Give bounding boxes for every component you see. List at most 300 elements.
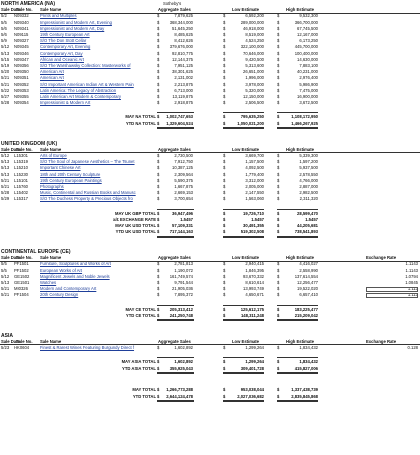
cell-aggregate: 1,602,892 [174,345,193,351]
cell-currency: $ [223,75,226,81]
cell-currency: $ [157,69,160,75]
total-low: 30,491,355 [243,222,264,228]
total-row[interactable] [0,366,420,372]
cell-high: 100,400,000 [294,50,318,56]
cell-sale-name-link[interactable]: Impressionist and Modern Art, Evening [40,19,112,25]
grand-total-high: 2,835,845,868 [291,393,318,399]
cell-sale-name-link[interactable]: Important Chinese Art [40,165,81,171]
cell-high: 67,745,500 [297,25,318,31]
cell-currency: $ [157,87,160,93]
cell-currency: $ [223,190,226,196]
cell-high: 7,883,100 [299,63,318,68]
cell-aggregate: 2,131,002 [174,75,193,81]
cell-currency: $ [157,19,160,25]
total-label: YTD UK USD TOTAL [115,229,156,235]
cell-high: 1,597,200 [299,159,318,165]
cell-low: 2,005,000 [245,183,264,189]
total-label: MAY UK GBP TOTAL [115,210,156,216]
selected-cell[interactable] [366,293,418,299]
cell-sale-date: 5/28 [1,100,10,106]
cell-sale-date: 5/2 [1,13,7,19]
total-aggregate: 355,925,043 [169,365,193,371]
col-high: High Estimate [286,146,314,152]
cell-high: 445,700,000 [294,44,318,50]
cell-sale-no: N09356 [14,63,29,68]
total-high: 738,541,893 [294,229,318,235]
col-aggregate: Aggregate Sales [158,146,191,152]
cell-currency: $ [223,183,226,189]
cell-sale-no: N09350 [14,69,29,75]
cell-sale-name-link[interactable]: S/O Important American Indian Art & Western Pain [40,81,134,87]
cell-sale-no: N09345 [14,44,29,50]
total-rule [223,128,264,129]
col-low: Low Estimate [232,7,259,13]
cell-currency: $ [277,267,280,273]
region-title: NORTH AMERICA (NA) [1,1,56,7]
cell-currency: $ [277,25,280,31]
cell-currency: $ [223,87,226,93]
cell-sale-name-link[interactable]: Impressionist & Modern Art [40,100,91,106]
cell-low: 1,157,500 [245,159,264,165]
grand-total-row[interactable] [0,394,420,400]
cell-rate: 1.1143 [405,267,418,273]
cell-high: 2,887,000 [299,183,318,189]
cell-currency: $ [277,159,280,165]
cell-sale-name-link[interactable]: 18th and 20th Century Sculpture [40,171,101,177]
cell-low: 12,150,000 [243,94,264,99]
grand-total-aggregate: 1,266,773,288 [166,387,193,393]
total-aggregate: 1,002,747,653 [166,114,193,120]
cell-rate: 1.113 [407,286,418,292]
col-aggregate: Aggregate Sales [158,255,191,261]
total-label: YTD CE TOTAL [125,312,156,318]
cell-currency: $ [277,216,280,222]
cell-currency: $ [223,69,226,75]
total-rule [223,237,264,238]
cell-rate: 0.128 [407,345,418,351]
table-row[interactable] [0,345,420,351]
cell-currency: $ [157,292,160,298]
col-sale-no: Sale No. [16,146,33,152]
cell-currency: $ [277,87,280,93]
cell-aggregate: 2,781,813 [174,261,193,267]
cell-sale-date: 5/21 [1,292,10,298]
cell-sale-date: 5/12 [1,152,10,158]
cell-sale-no: HK0604 [14,345,30,351]
sum-rule [277,305,318,306]
cell-currency: $ [223,152,226,158]
cell-aggregate: 13,119,875 [172,94,193,99]
cell-currency: $ [223,280,226,285]
cell-low: 70,646,000 [243,50,264,56]
cell-currency: $ [157,120,160,126]
cell-high: 9,532,300 [299,13,318,19]
total-row[interactable] [0,313,420,319]
cell-sale-date: 5/9 [1,38,7,44]
cell-currency: $ [277,393,280,399]
cell-currency: $ [157,222,160,228]
cell-currency: $ [223,94,226,99]
cell-low: 13,993,749 [243,286,264,292]
total-low: 1,050,021,200 [237,120,264,126]
cell-sale-name-link[interactable]: S/O The Soul of Japanese Aesthetics – The Tsunet [40,159,135,165]
cell-sale-name-link[interactable]: European Works of Art [40,267,83,273]
cell-sale-no: N09351 [14,75,29,81]
cell-currency: $ [277,210,280,216]
col-sale-date: Sale Date [1,146,20,152]
cell-currency: $ [223,365,226,371]
total-high: 1.5457 [305,216,318,222]
cell-low: 1,299,264 [245,345,264,351]
cell-currency: $ [157,365,160,371]
cell-sale-no: L15402 [14,190,28,196]
cell-sale-name-link[interactable]: Photographs [40,183,64,189]
cell-sale-no: N09115 [14,32,29,37]
grand-total-low: 953,038,044 [240,387,264,393]
total-low: 309,401,728 [240,365,264,371]
col-sale-no: Sale No. [16,255,33,261]
cell-aggregate: 92,810,775 [172,50,193,56]
cell-aggregate: 8,412,626 [174,38,193,44]
cell-sale-name-link[interactable]: S/O The Duchess Property & Precious Objects fro [40,196,133,202]
cell-sale-no: L15319 [14,159,28,165]
cell-sale-name-link[interactable]: Prints and Multiples [40,13,77,19]
cell-currency: $ [157,114,160,120]
cell-low: 8,610,614 [245,280,264,285]
cell-sale-name-link[interactable]: 19th Century European Paintings [40,177,102,183]
total-rule [277,320,318,321]
grand-total-aggregate: 2,644,124,478 [166,393,193,399]
cell-sale-no: PF1502 [14,267,29,273]
cell-high: 1,834,432 [299,345,318,351]
cell-currency: $ [277,196,280,202]
cell-low: 26,651,000 [243,69,264,75]
grand-total-rule [277,401,318,402]
sum-rule [157,112,194,113]
cell-aggregate: 368,344,000 [169,19,193,25]
total-low: 795,635,250 [240,114,264,120]
cell-currency: $ [157,165,160,171]
total-high: 1,834,432 [299,359,318,365]
cell-currency: $ [223,286,226,292]
cell-sale-name-link[interactable]: Watches [40,280,57,285]
total-aggregate: 36,947,496 [172,210,193,216]
table-row[interactable] [0,292,420,298]
table-row[interactable] [0,196,420,202]
grand-total-high: 1,337,438,739 [291,387,318,393]
cell-currency: $ [157,50,160,56]
cell-high: 2,311,320 [299,196,318,202]
cell-currency: $ [157,100,160,106]
cell-currency: $ [157,359,160,365]
cell-sale-date: 5/22 [1,87,10,93]
cell-sale-name-link[interactable]: African and Oceanic Art [40,56,84,62]
cell-sale-no: GE1501 [14,280,30,285]
total-rule [277,128,318,129]
cell-sale-name-link[interactable]: American Art [40,69,64,75]
total-aggregate: 1,602,892 [174,359,193,365]
cell-sale-name-link[interactable]: Modern and Contemporary Art [40,286,97,292]
cell-currency: $ [277,120,280,126]
cell-currency: $ [157,159,160,165]
cell-currency: $ [277,286,280,292]
cell-currency: $ [223,267,226,273]
total-high: 183,225,477 [294,306,318,312]
cell-currency: $ [157,196,160,202]
cell-low: 6,592,200 [245,13,264,19]
cell-currency: $ [223,100,226,106]
cell-currency: $ [157,387,160,393]
total-low: 148,311,248 [240,312,264,318]
cell-currency: $ [157,286,160,292]
cell-aggregate: 3,700,654 [174,196,193,202]
cell-high: 2,976,400 [299,75,318,81]
cell-currency: $ [277,171,280,177]
col-high: High Estimate [286,255,314,261]
cell-sale-no: N09332 [14,13,29,19]
cell-currency: $ [157,13,160,19]
cell-aggregate: 38,301,625 [172,69,193,75]
total-row[interactable] [0,121,420,127]
cell-currency: $ [277,183,280,189]
cell-currency: $ [223,306,226,312]
cell-low: 1,779,400 [245,171,264,177]
col-sale-name: Sale Name [40,338,62,344]
cell-low: 3,669,700 [245,152,264,158]
cell-currency: $ [223,359,226,365]
cell-currency: $ [223,345,226,351]
total-aggregate: 57,109,331 [172,222,193,228]
cell-currency: $ [157,190,160,196]
cell-low: 322,100,000 [240,44,264,50]
total-low: 1,299,264 [245,359,264,365]
cell-sale-date: 5/21 [1,81,10,87]
cell-sale-no: L15101 [14,177,28,183]
cell-currency: $ [277,359,280,365]
cell-sale-name-link[interactable]: 20th Century Design [40,292,79,298]
cell-sale-name-link[interactable]: Contemporary Art, Day [40,50,83,56]
cell-sale-date: 5/19 [1,63,10,68]
cell-sale-name-link[interactable]: Contemporary Art, Evening [40,44,91,50]
total-rule [157,237,194,238]
sum-rule [157,357,194,358]
total-high: 1,108,172,950 [291,114,318,120]
cell-high: 5,937,500 [299,165,318,171]
total-rule [157,373,194,374]
cell-aggregate: 379,676,000 [169,44,193,50]
cell-high: 12,256,477 [297,280,318,285]
cell-currency: $ [277,56,280,62]
total-low: 125,612,175 [240,306,264,312]
total-low: 519,302,508 [240,229,264,235]
cell-currency: $ [223,25,226,31]
cell-sale-no: N09352 [14,81,29,87]
total-aggregate: 717,144,163 [169,229,193,235]
sum-rule [277,357,318,358]
cell-currency: $ [157,75,160,81]
cell-currency: $ [223,120,226,126]
cell-sale-no: N09346 [14,50,29,56]
col-sale-date: Sale Date [1,7,20,13]
cell-sale-date: 5/13 [1,280,10,285]
cell-aggregate: 5,590,375 [174,177,193,183]
cell-aggregate: 21,905,036 [172,286,193,292]
cell-sale-no: N09341 [14,25,29,31]
region-title: UNITED KINGDOM (UK) [1,140,58,147]
col-sale-no: Sale No. [16,7,33,13]
sum-rule [277,209,318,210]
cell-sale-date: 5/15 [1,56,10,62]
sum-rule [157,209,194,210]
cell-aggregate: 161,749,574 [169,273,193,279]
col-aggregate: Aggregate Sales [158,338,191,344]
cell-low: 1,563,060 [245,196,264,202]
grand-total-low: 2,027,036,682 [237,393,264,399]
cell-currency: $ [157,44,160,50]
cell-currency: $ [277,165,280,171]
cell-currency: $ [223,196,226,202]
cell-currency: $ [223,177,226,183]
cell-currency: $ [277,44,280,50]
col-sale-name: Sale Name [40,146,62,152]
col-sale-no: Sale No. [16,338,33,344]
col-low: Low Estimate [232,338,259,344]
cell-aggregate: 1,190,072 [174,267,193,273]
cell-sale-no: L15210 [14,165,28,171]
cell-sale-date: 5/29 [1,196,10,202]
cell-sale-no: N09347 [14,56,29,62]
cell-sale-name-link[interactable]: S/O The Warshawsky Collection: Masterworks of [40,63,131,68]
col-sale-name: Sale Name [40,7,62,13]
cell-currency: $ [157,81,160,87]
cell-sale-date: 5/12 [1,273,10,279]
cell-currency: $ [223,50,226,56]
cell-currency: $ [277,306,280,312]
cell-sale-name-link[interactable]: Latin America: The Legacy of Abstraction [40,87,117,93]
cell-currency: $ [157,306,160,312]
sum-rule [223,305,264,306]
cell-sale-date: 5/13 [1,50,10,56]
cell-low: 1,996,000 [245,75,264,81]
col-sale-date: Sale Date [1,338,20,344]
total-low: 1.5457 [251,216,264,222]
col-rate: Exchange Rate [366,338,397,344]
cell-sale-name-link[interactable]: Impressionist and Modern Art, Day [40,25,105,31]
cell-aggregate: 12,144,375 [172,56,193,62]
selected-cell[interactable] [366,287,418,293]
cell-low: 9,420,500 [245,56,264,62]
cell-sale-date: 5/13 [1,159,10,165]
cell-low: 2,940,415 [245,261,264,267]
cell-sale-no: L15301 [14,152,28,158]
cell-sale-name-link[interactable]: Arts of Europe [40,152,67,158]
cell-sale-no: L15230 [14,171,28,177]
cell-sale-name-link[interactable]: 19th Century European Art [40,32,90,37]
total-high: 415,827,006 [294,365,318,371]
cell-high: 2,558,990 [299,267,318,273]
cell-sale-no: N09340 [14,19,29,25]
cell-sale-name-link[interactable]: Magnificent Jewels and Noble Jewels [40,273,110,279]
cell-sale-name-link[interactable]: American Art [40,75,64,81]
cell-sale-no: N09354 [14,100,29,106]
cell-currency: $ [223,292,226,298]
total-label: YTD NA TOTAL [125,120,156,126]
cell-aggregate: 7,951,125 [174,63,193,68]
table-row[interactable] [0,100,420,106]
cell-sale-no: N09355 [14,94,29,99]
region-title: CONTINENTAL EUROPE (CE) [1,249,71,255]
cell-aggregate: 2,918,875 [174,100,193,106]
cell-currency: $ [277,273,280,279]
cell-currency: $ [277,261,280,267]
cell-sale-name-link[interactable]: Music, Continental and Russian Books and Manusc [40,190,136,196]
cell-low: 5,320,000 [245,87,264,93]
cell-currency: $ [277,94,280,99]
cell-sale-date: 5/21 [1,183,10,189]
cell-currency: $ [277,365,280,371]
cell-high: 16,900,000 [297,94,318,99]
cell-currency: $ [223,13,226,19]
cell-currency: $ [277,19,280,25]
cell-currency: $ [223,44,226,50]
cell-low: 1,846,395 [245,267,264,273]
grand-total-rule [223,401,264,402]
cell-currency: $ [157,56,160,62]
cell-sale-name-link[interactable]: Finest & Rarest Wines Featuring Burgundy Direct f [40,345,135,351]
cell-currency: $ [223,114,226,120]
total-row[interactable] [0,229,420,235]
cell-currency: $ [277,280,280,285]
sum-rule [223,209,264,210]
cell-high: 40,231,000 [297,69,318,75]
cell-sale-date: 5/21 [1,286,10,292]
cell-sale-name-link[interactable]: Furniture, Sculptures and Works of Art [40,261,111,267]
cell-sale-no: N09353 [14,87,29,93]
cell-currency: $ [277,38,280,44]
cell-currency: $ [223,19,226,25]
cell-currency: $ [157,261,160,267]
cell-currency: $ [277,312,280,318]
total-high: 1,466,267,925 [291,120,318,126]
cell-currency: $ [223,171,226,177]
total-low: 19,726,710 [243,210,264,216]
cell-aggregate: 7,895,372 [174,292,193,298]
cell-sale-date: 5/21 [1,75,10,81]
total-label: MAY CE TOTAL [125,306,156,312]
cell-currency: $ [223,222,226,228]
cell-sale-no: PF1501 [14,261,29,267]
col-low: Low Estimate [232,255,259,261]
cell-currency: $ [277,50,280,56]
cell-currency: $ [157,94,160,99]
cell-currency: $ [157,25,160,31]
sum-rule [223,357,264,358]
cell-sale-date: 5/13 [1,165,10,171]
cell-currency: $ [277,177,280,183]
total-label: YTD ASIA TOTAL [122,365,156,371]
cell-aggregate: 8,485,625 [174,32,193,37]
cell-sale-name-link[interactable]: Latin American Art Modern & Contemporary [40,94,121,99]
total-label: MAY UK USD TOTAL [115,222,156,228]
house-name: Sotheby's [163,1,182,6]
cell-sale-name-link[interactable]: S/O The Don Stott Cellar [40,38,87,44]
cell-currency: $ [277,229,280,235]
total-label: MAY ASIA TOTAL [121,359,156,365]
cell-currency: $ [277,152,280,158]
cell-sale-no: PF1504 [14,292,29,298]
cell-aggregate: 2,669,153 [174,190,193,196]
cell-high: 12,167,000 [297,32,318,37]
